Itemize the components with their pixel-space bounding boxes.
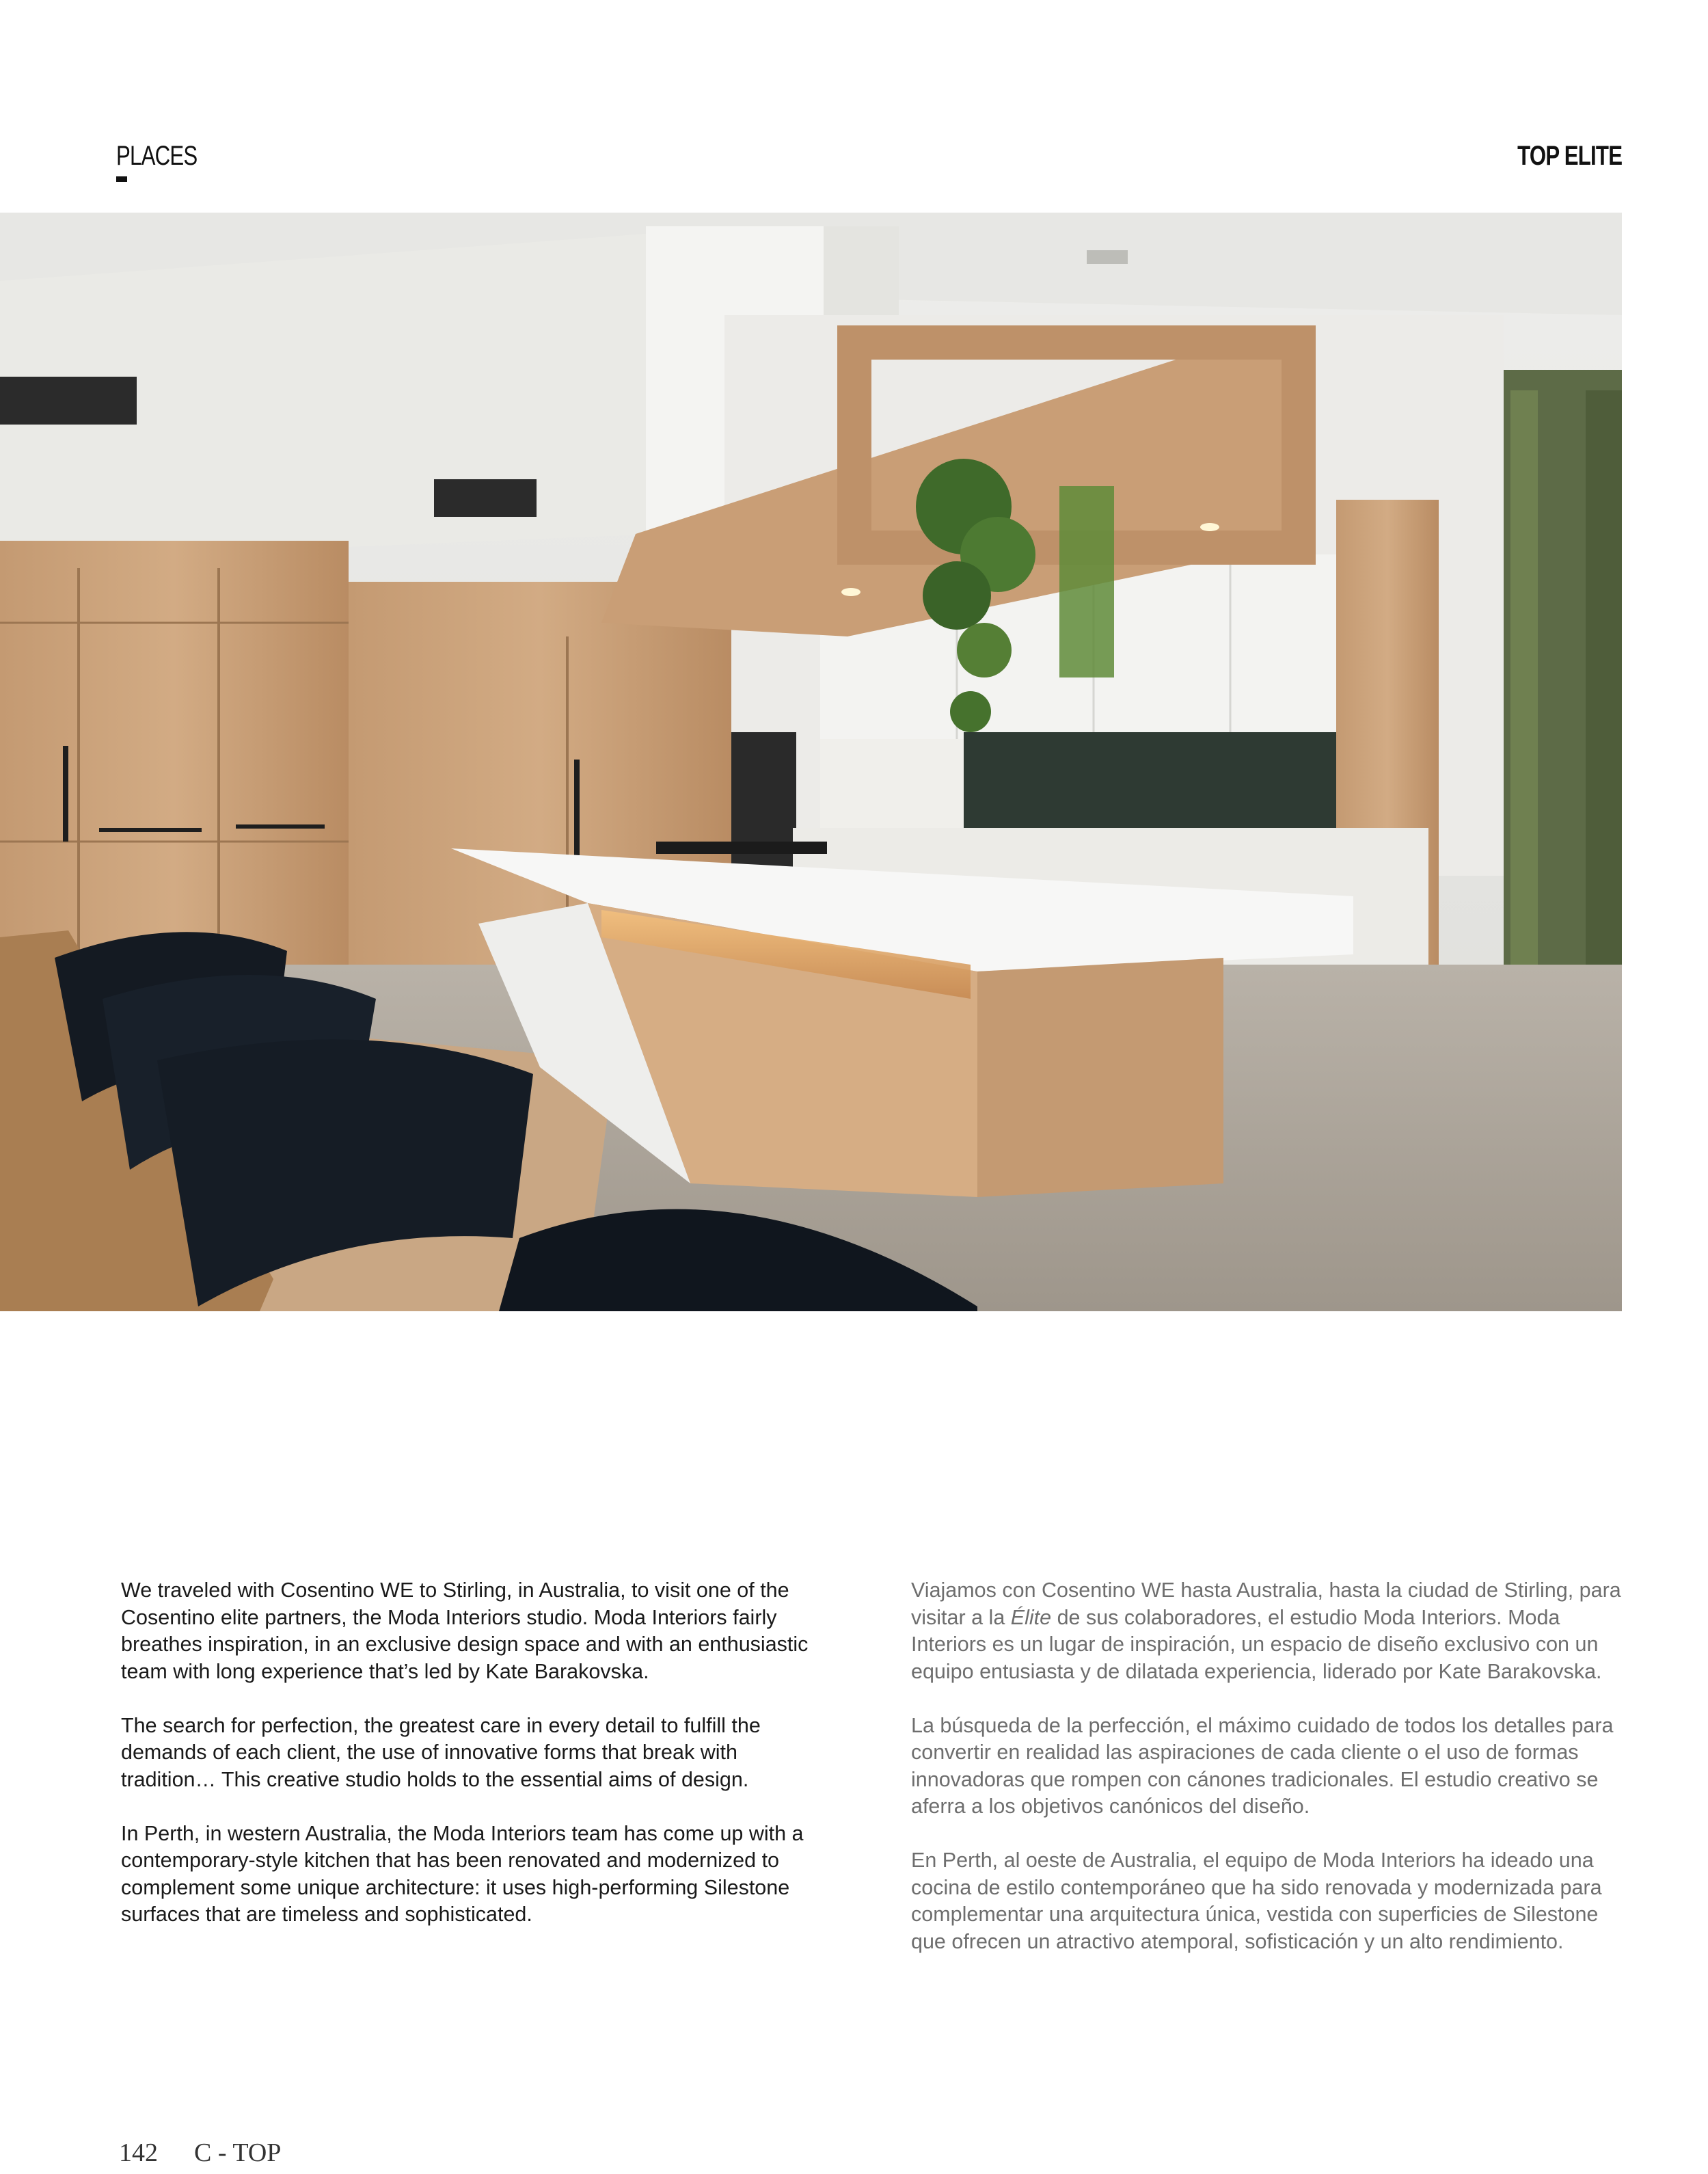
spanish-paragraph-3: En Perth, al oeste de Australia, el equipo de Moda Interiors ha ideado una cocina de estilo contemporáneo que ha sido renovada y modernizada para complementar una arquitectura única, vestida con superficies de Silestone que ofrecen un atractivo atemporal, sofisticación y un alto rendimiento. <box>911 1849 1602 1953</box>
section-label: PLACES <box>116 141 198 171</box>
english-paragraph-2: The search for perfection, the greatest care in every detail to fulfill the demands of each client, the use of innovative forms that break with tradition… This creative studio holds to the essential aims of design. <box>121 1713 761 1791</box>
magazine-name: C - TOP <box>194 2138 282 2167</box>
spanish-column <box>911 1577 1625 1983</box>
spanish-paragraph-2: La búsqueda de la perfección, el máximo cuidado de todos los detalles para convertir en realidad las aspiraciones de cada cliente o el uso de formas innovadoras que rompen con cánones tradicionales. El estudio creativo se aferra a los objetivos canónicos del diseño. <box>911 1713 1614 1818</box>
english-column <box>121 1577 832 1955</box>
spanish-paragraph-1 <box>911 1577 1625 1685</box>
spanish-p1-end: de sus colaboradores, el estudio Moda Interiors. Moda Interiors es un lugar de inspiración, un espacio de diseño exclusivo con un equipo entusiasta y de dilatada experiencia, liderado por Kate Barakovska. <box>911 1605 1602 1683</box>
english-paragraph-1: We traveled with Cosentino WE to Stirling, in Australia, to visit one of the Cosentino elite partners, the Moda Interiors studio. Moda Interiors fairly breathes inspiration, in an exclusive design space and with an enthusiastic team with long experience that’s led by Kate Barakovska. <box>121 1579 809 1683</box>
spanish-p1-start: Viajamos con Cosentino WE hasta Australia, hasta la ciudad de Stirling, para visitar a la <box>911 1579 1621 1629</box>
section-marker <box>116 176 127 182</box>
series-label: TOP ELITE <box>1517 141 1622 171</box>
spanish-p1-italic: Élite <box>1010 1605 1052 1629</box>
english-paragraph-3: In Perth, in western Australia, the Moda Interiors team has come up with a contemporary-style kitchen that has been renovated and modernized to complement some unique architecture: it uses high-performing Silestone surfaces that are timeless and sophisticated. <box>121 1821 804 1926</box>
page-footer <box>119 2138 281 2168</box>
kitchen-photo <box>0 213 1622 1311</box>
page-number: 142 <box>119 2138 158 2167</box>
